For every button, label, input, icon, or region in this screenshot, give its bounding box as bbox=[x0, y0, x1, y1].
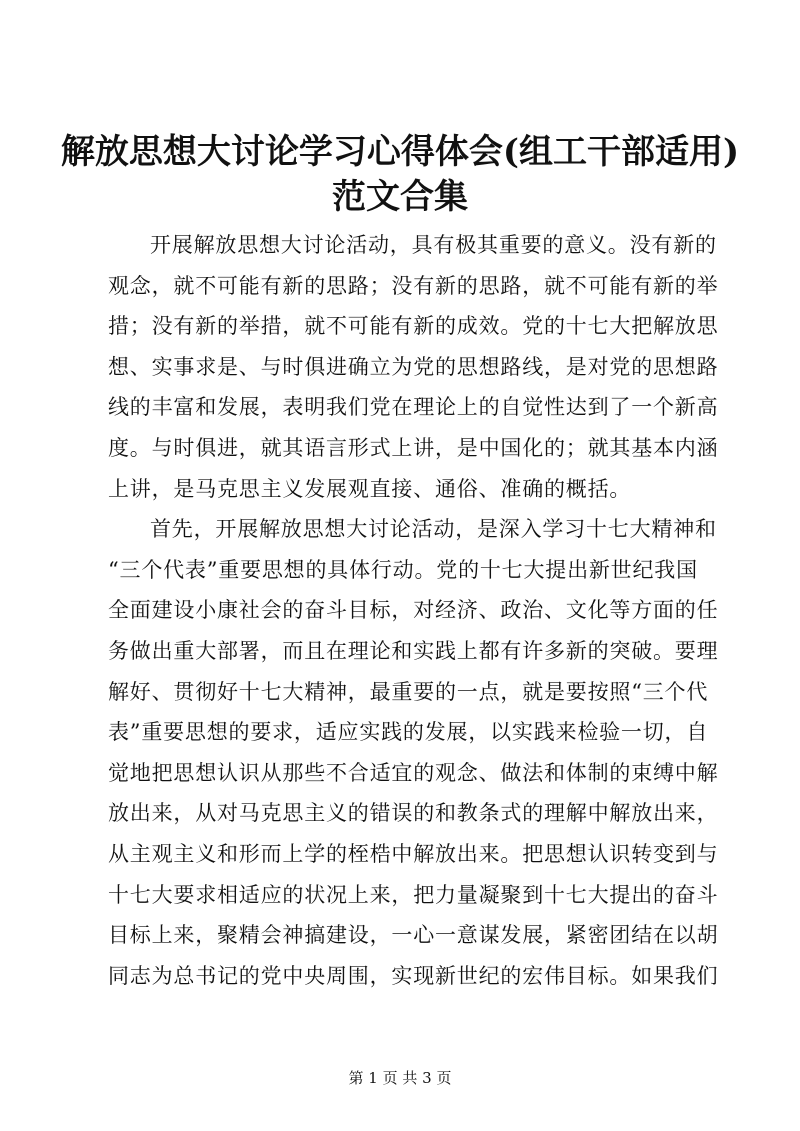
paragraph-1 bbox=[108, 225, 719, 509]
paragraph-line: 开展解放思想大讨论活动，具有极其重要的意义。没有新的 bbox=[150, 233, 717, 257]
title-line-1: 解放思想大讨论学习心得体会(组工干部适用) bbox=[60, 132, 740, 172]
paragraph-line: 全面建设小康社会的奋斗目标，对经济、政治、文化等方面的任 bbox=[108, 598, 719, 623]
page-footer: 第 1 页 共 3 页 bbox=[348, 1069, 452, 1087]
paragraph-line: 觉地把思想认识从那些不合适宜的观念、做法和体制的束缚中解 bbox=[108, 760, 719, 785]
paragraph-line: 线的丰富和发展，表明我们党在理论上的自觉性达到了一个新高 bbox=[108, 395, 719, 420]
paragraph-line: 度。与时俱进，就其语言形式上讲，是中国化的；就其基本内涵 bbox=[108, 435, 719, 460]
paragraph-line: 想、实事求是、与时俱进确立为党的思想路线，是对党的思想路 bbox=[108, 354, 719, 379]
paragraph-line: 解好、贯彻好十七大精神，最重要的一点，就是要按照“三个代 bbox=[108, 679, 709, 704]
paragraph-line: 观念，就不可能有新的思路；没有新的思路，就不可能有新的举 bbox=[108, 273, 719, 298]
paragraph-line: 措；没有新的举措，就不可能有新的成效。党的十七大把解放思 bbox=[108, 314, 719, 339]
paragraph-line: “三个代表”重要思想的具体行动。党的十七大提出新世纪我国 bbox=[108, 557, 698, 582]
paragraph-line: 务做出重大部署，而且在理论和实践上都有许多新的突破。要理 bbox=[108, 638, 719, 663]
paragraph-line: 十七大要求相适应的状况上来，把力量凝聚到十七大提出的奋斗 bbox=[108, 882, 719, 907]
paragraph-line: 放出来，从对马克思主义的错误的和教条式的理解中解放出来， bbox=[108, 801, 719, 826]
paragraph-2 bbox=[108, 509, 719, 996]
paragraph-line: 表”重要思想的要求，适应实践的发展，以实践来检验一切，自 bbox=[108, 720, 709, 745]
paragraph-line: 目标上来，聚精会神搞建设，一心一意谋发展，紧密团结在以胡 bbox=[108, 923, 719, 948]
paragraph-line: 从主观主义和形而上学的桎梏中解放出来。把思想认识转变到与 bbox=[108, 841, 719, 866]
title-line-2: 范文合集 bbox=[332, 177, 468, 217]
document-body bbox=[108, 225, 719, 996]
paragraph-line: 首先，开展解放思想大讨论活动，是深入学习十七大精神和 bbox=[150, 517, 717, 542]
paragraph-line: 上讲，是马克思主义发展观直接、通俗、准确的概括。 bbox=[108, 476, 632, 501]
paragraph-line: 同志为总书记的党中央周围，实现新世纪的宏伟目标。如果我们 bbox=[108, 963, 719, 988]
document-title bbox=[0, 130, 800, 220]
